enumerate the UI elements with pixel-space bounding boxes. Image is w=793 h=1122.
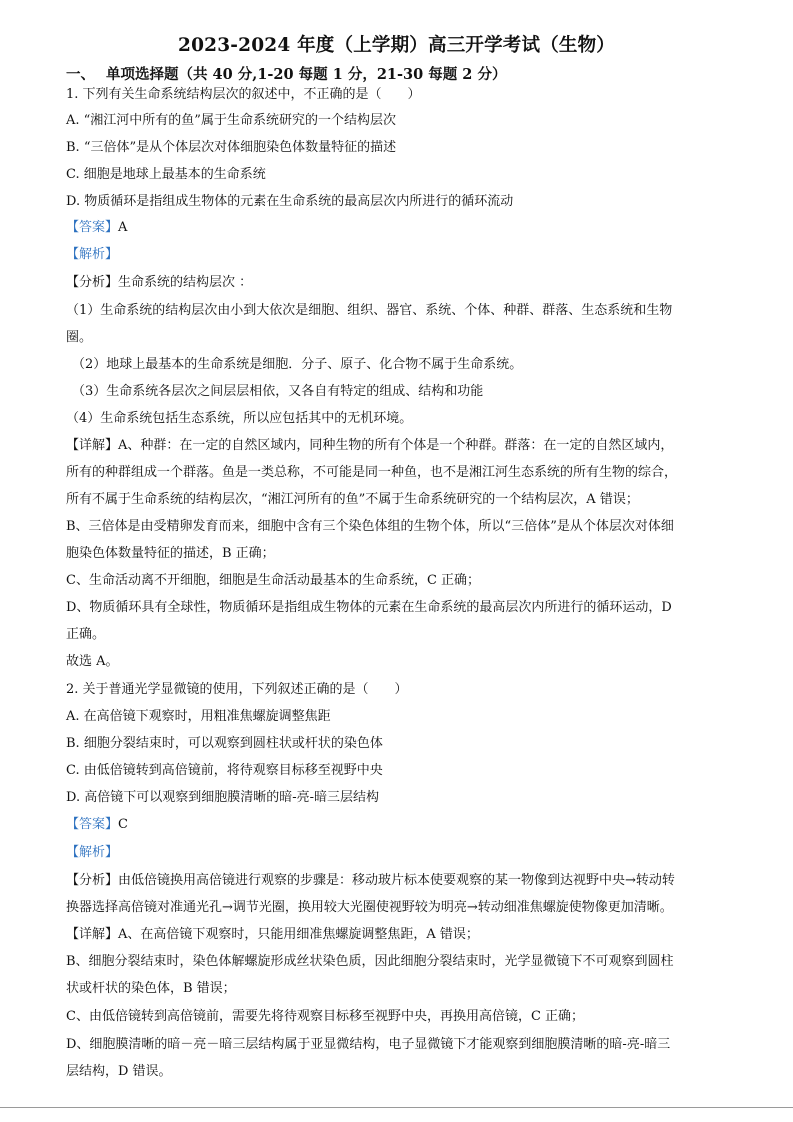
q1-detail-a-line2: 所有的种群组成一个群落。鱼是一类总称，不可能是同一种鱼，也不是湘江河生态系统的所有生物的综合， [66, 465, 678, 480]
page-title: 2023-2024 年度（上学期）高三开学考试（生物） [178, 35, 615, 56]
q1-option-a: A. “湘江河中所有的鱼”属于生命系统研究的一个结构层次 [66, 113, 396, 128]
q1-conclusion: 故选 A。 [66, 654, 119, 669]
q1-detail-a-text: A、种群：在一定的自然区域内，同种生物的所有个体是一个种群。群落：在一定的自然区域内， [118, 438, 674, 453]
q1-answer-tag: 【答案】 [66, 220, 119, 235]
q1-stem: 1. 下列有关生命系统结构层次的叙述中，不正确的是（ ） [66, 87, 421, 102]
q1-answer-value: A [118, 220, 128, 235]
q1-detail-a-line3: 所有不属于生命系统的结构层次，“湘江河所有的鱼”不属于生命系统研究的一个结构层次，A 错误； [66, 492, 639, 507]
q1-analysis-tag: 【分析】 [66, 275, 119, 290]
q1-detail-d-line1: D、物质循环具有全球性，物质循环是指组成生物体的元素在生命系统的最高层次内所进行的循环运动，D [66, 600, 672, 615]
q2-analysis-tag: 【分析】 [66, 873, 119, 888]
q1-detail-d-line2: 正确。 [66, 627, 106, 642]
q1-analysis-point-2: （2）地球上最基本的生命系统是细胞．分子、原子、化合物不属于生命系统。 [72, 357, 523, 372]
q1-option-c: C. 细胞是地球上最基本的生命系统 [66, 167, 266, 182]
q2-detail-b-line1: B、细胞分裂结束时，染色体解螺旋形成丝状染色质，因此细胞分裂结束时，光学显微镜下不可观察到圆柱 [66, 954, 674, 969]
q2-detail-a-text: A、在高倍镜下观察时，只能用细准焦螺旋调整焦距，A 错误； [118, 927, 479, 942]
q1-analysis-text: 生命系统的结构层次 ： [118, 275, 253, 290]
q1-detail-b-line2: 胞染色体数量特征的描述，B 正确； [66, 546, 275, 561]
q2-option-a: A. 在高倍镜下观察时，用粗准焦螺旋调整焦距 [66, 709, 331, 724]
q2-option-c: C. 由低倍镜转到高倍镜前，将待观察目标移至视野中央 [66, 763, 383, 778]
q2-answer-value: C [118, 817, 128, 832]
q1-explanation-tag: 【解析】 [66, 247, 119, 262]
q2-stem: 2. 关于普通光学显微镜的使用，下列叙述正确的是（ ） [66, 682, 408, 697]
q2-analysis-line1 [66, 872, 675, 890]
q1-detail-a-line1 [66, 437, 673, 455]
q2-analysis-text: 由低倍镜换用高倍镜进行观察的步骤是：移动玻片标本使要观察的某一物像到达视野中央→转动转 [118, 873, 675, 888]
q1-option-b: B. “三倍体”是从个体层次对体细胞染色体数量特征的描述 [66, 140, 397, 155]
q1-answer-line [66, 219, 127, 237]
q2-answer-line [66, 816, 128, 834]
q1-detail-tag: 【详解】 [66, 438, 119, 453]
q1-option-d: D. 物质循环是指组成生物体的元素在生命系统的最高层次内所进行的循环流动 [66, 194, 514, 209]
q1-analysis-point-1-cont: 圈。 [66, 330, 93, 345]
q1-analysis-line [66, 274, 252, 292]
q2-detail-a-line [66, 926, 479, 944]
q2-detail-d-line2: 层结构，D 错误。 [66, 1064, 172, 1079]
q2-detail-b-line2: 状或杆状的染色体，B 错误； [66, 981, 236, 996]
section-number: 一、 [66, 66, 95, 83]
section-heading [66, 63, 506, 84]
q2-detail-d-line1: D、细胞膜清晰的暗－亮－暗三层结构属于亚显微结构，电子显微镜下才能观察到细胞膜清晰的暗-亮-暗三 [66, 1037, 671, 1052]
section-text: 单项选择题（共 40 分,1-20 每题 1 分，21-30 每题 2 分） [106, 66, 507, 83]
q2-detail-c: C、由低倍镜转到高倍镜前，需要先将待观察目标移至视野中央，再换用高倍镜，C 正确； [66, 1009, 585, 1024]
q2-detail-tag: 【详解】 [66, 927, 119, 942]
q1-detail-b-line1: B、三倍体是由受精卵发育而来，细胞中含有三个染色体组的生物个体，所以“三倍体”是从个体层次对体细 [66, 519, 674, 534]
q1-analysis-point-3: （3）生命系统各层次之间层层相依，又各自有特定的组成、结构和功能 [72, 384, 484, 399]
page-bottom-divider [0, 1107, 793, 1108]
q1-analysis-point-4: （4）生命系统包括生态系统，所以应包括其中的无机环境。 [66, 411, 413, 426]
q2-analysis-line2: 换器选择高倍镜对准通光孔→调节光圈，换用较大光圈使视野较为明亮→转动细准焦螺旋使物像更加清晰。 [66, 900, 673, 915]
q1-detail-c: C、生命活动离不开细胞，细胞是生命活动最基本的生命系统，C 正确； [66, 573, 481, 588]
q1-analysis-point-1: （1）生命系统的结构层次由小到大依次是细胞、组织、器官、系统、个体、种群、群落、生态系统和生物 [66, 303, 673, 318]
q2-option-b: B. 细胞分裂结束时，可以观察到圆柱状或杆状的染色体 [66, 736, 383, 751]
q2-explanation-tag: 【解析】 [66, 845, 119, 860]
q2-option-d: D. 高倍镜下可以观察到细胞膜清晰的暗-亮-暗三层结构 [66, 790, 380, 805]
q2-answer-tag: 【答案】 [66, 817, 119, 832]
